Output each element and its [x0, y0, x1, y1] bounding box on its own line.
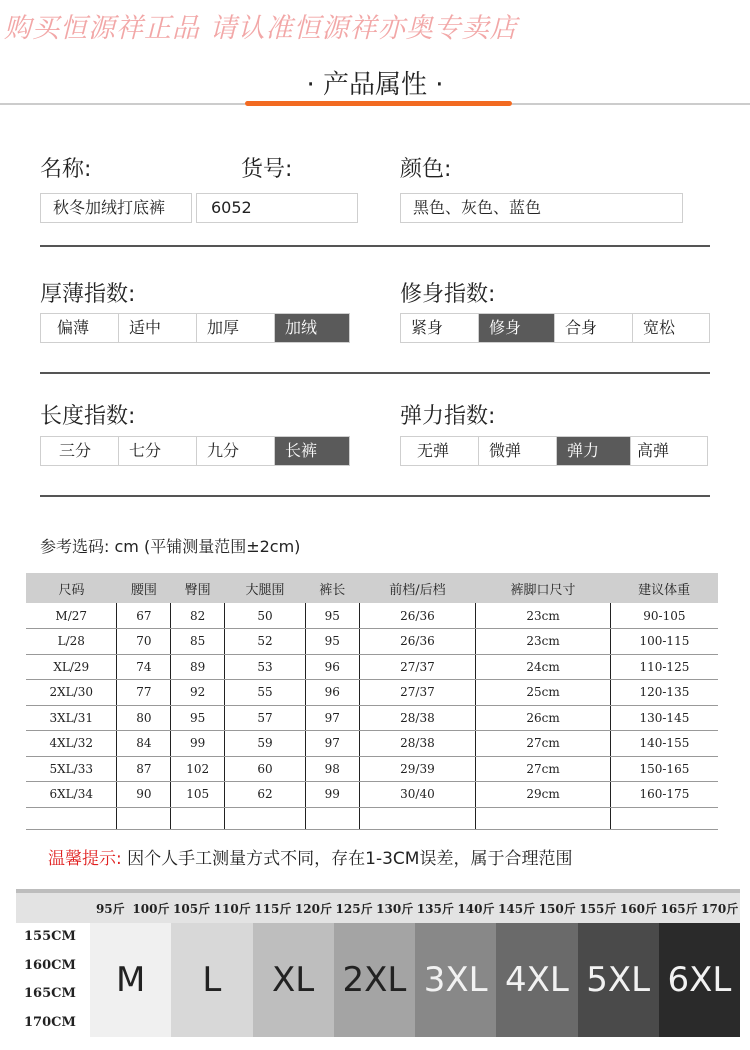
table-cell: 74: [117, 654, 171, 680]
table-cell: 50: [225, 603, 306, 629]
table-cell: 100-115: [610, 629, 718, 655]
table-cell: 140-155: [610, 731, 718, 757]
name-value: 秋冬加绒打底裤: [40, 193, 192, 223]
header-cell: 建议体重: [610, 573, 718, 603]
weight-tick: 170斤: [701, 901, 739, 916]
table-cell: 130-145: [610, 705, 718, 731]
thickness-options: [40, 313, 350, 343]
table-row: [26, 629, 718, 655]
size-band: XL: [253, 923, 334, 1037]
table-cell: 57: [225, 705, 306, 731]
table-cell: 87: [117, 756, 171, 782]
thickness-option: 适中: [118, 313, 196, 343]
table-cell: 27/37: [359, 654, 476, 680]
header-cell: 大腿围: [225, 573, 306, 603]
tip: [48, 844, 572, 869]
table-cell: 27cm: [476, 731, 611, 757]
table-cell: [476, 807, 611, 829]
divider: [40, 372, 710, 374]
section-title: · 产品属性 ·: [306, 70, 444, 100]
title-underline: [245, 101, 512, 106]
table-cell: 98: [305, 756, 359, 782]
table-cell: 120-135: [610, 680, 718, 706]
table-row: [26, 680, 718, 706]
fit-options: [400, 313, 710, 343]
table-cell: 92: [171, 680, 225, 706]
length-option: 九分: [196, 436, 274, 466]
table-cell: 28/38: [359, 731, 476, 757]
length-option: 七分: [118, 436, 196, 466]
table-cell: 27cm: [476, 756, 611, 782]
table-cell: 77: [117, 680, 171, 706]
table-cell: 6XL/34: [26, 782, 117, 808]
thickness-label: 厚薄指数:: [40, 282, 136, 307]
height-tick: 155CM: [24, 929, 76, 944]
table-row: [26, 654, 718, 680]
table-cell: L/28: [26, 629, 117, 655]
table-cell: 110-125: [610, 654, 718, 680]
table-cell: 70: [117, 629, 171, 655]
table-cell: 82: [171, 603, 225, 629]
table-cell: [26, 807, 117, 829]
table-cell: 62: [225, 782, 306, 808]
weight-tick: 150斤: [538, 901, 576, 916]
table-cell: [171, 807, 225, 829]
table-cell: 29/39: [359, 756, 476, 782]
table-cell: [305, 807, 359, 829]
table-cell: 28/38: [359, 705, 476, 731]
table-cell: 99: [305, 782, 359, 808]
table-cell: 97: [305, 705, 359, 731]
tip-text: 因个人手工测量方式不同，存在1-3CM误差，属于合理范围: [127, 849, 573, 869]
weight-tick: 145斤: [498, 901, 536, 916]
table-cell: [225, 807, 306, 829]
table-cell: 3XL/31: [26, 705, 117, 731]
height-axis: [16, 923, 90, 1037]
divider: [40, 245, 710, 247]
header-cell: 尺码: [26, 573, 117, 603]
header-cell: 裤脚口尺寸: [476, 573, 611, 603]
fit-option: 宽松: [632, 313, 710, 343]
elastic-option: 高弹: [630, 436, 708, 466]
weight-tick: 165斤: [660, 901, 698, 916]
table-cell: 96: [305, 680, 359, 706]
height-tick: 170CM: [24, 1014, 76, 1030]
size-band: M: [90, 923, 171, 1037]
table-cell: 30/40: [359, 782, 476, 808]
promo-banner: 购买恒源祥正品 请认准恒源祥亦奥专卖店: [4, 13, 518, 44]
title-divider-left: [0, 103, 245, 105]
header-cell: 裤长: [305, 573, 359, 603]
table-cell: 89: [171, 654, 225, 680]
table-cell: 59: [225, 731, 306, 757]
table-cell: 105: [171, 782, 225, 808]
table-cell: 84: [117, 731, 171, 757]
table-cell: 85: [171, 629, 225, 655]
table-cell: 29cm: [476, 782, 611, 808]
size-band: 5XL: [578, 923, 659, 1037]
table-cell: 23cm: [476, 603, 611, 629]
length-option: 长裤: [274, 436, 350, 466]
weight-tick: 135斤: [416, 901, 454, 916]
size-reference-note: 参考选码: cm (平铺测量范围±2cm): [40, 537, 301, 556]
table-cell: 2XL/30: [26, 680, 117, 706]
weight-tick: 105斤: [173, 901, 211, 916]
table-cell: [359, 807, 476, 829]
elastic-option: 无弹: [400, 436, 478, 466]
weight-tick: 120斤: [294, 901, 332, 916]
weight-axis: [90, 893, 740, 923]
weight-tick: 160斤: [619, 901, 657, 916]
table-cell: 96: [305, 654, 359, 680]
size-table-header: [26, 573, 718, 603]
table-cell: 26/36: [359, 603, 476, 629]
thickness-option: 偏薄: [40, 313, 118, 343]
header-cell: 腰围: [117, 573, 171, 603]
table-cell: XL/29: [26, 654, 117, 680]
size-band: 6XL: [659, 923, 740, 1037]
table-row-empty: [26, 807, 718, 829]
table-cell: 25cm: [476, 680, 611, 706]
thickness-option: 加厚: [196, 313, 274, 343]
table-cell: 53: [225, 654, 306, 680]
table-row: [26, 756, 718, 782]
table-cell: 150-165: [610, 756, 718, 782]
table-cell: 23cm: [476, 629, 611, 655]
table-cell: 95: [305, 629, 359, 655]
elastic-option: 微弹: [478, 436, 556, 466]
length-label: 长度指数:: [40, 404, 136, 429]
table-cell: 27/37: [359, 680, 476, 706]
fit-option: 修身: [478, 313, 554, 343]
size-band: L: [171, 923, 252, 1037]
tip-prefix: 温馨提示:: [48, 849, 122, 869]
weight-tick: 115斤: [254, 901, 292, 916]
weight-tick: 155斤: [579, 901, 617, 916]
table-cell: [117, 807, 171, 829]
weight-tick: 110斤: [213, 901, 251, 916]
code-label: 货号:: [241, 157, 293, 182]
table-cell: 102: [171, 756, 225, 782]
title-divider-right: [512, 103, 750, 105]
table-cell: 55: [225, 680, 306, 706]
color-value: 黑色、灰色、蓝色: [400, 193, 683, 223]
elastic-options: [400, 436, 708, 466]
table-cell: 160-175: [610, 782, 718, 808]
weight-tick: 125斤: [335, 901, 373, 916]
weight-tick: 140斤: [457, 901, 495, 916]
table-cell: 26/36: [359, 629, 476, 655]
table-cell: M/27: [26, 603, 117, 629]
fit-option: 紧身: [400, 313, 478, 343]
table-cell: 4XL/32: [26, 731, 117, 757]
table-cell: 90: [117, 782, 171, 808]
table-cell: 80: [117, 705, 171, 731]
size-table: [26, 573, 718, 830]
color-label: 颜色:: [400, 157, 452, 182]
table-cell: 95: [171, 705, 225, 731]
table-cell: 26cm: [476, 705, 611, 731]
divider: [40, 495, 710, 497]
header-cell: 前档/后档: [359, 573, 476, 603]
chart-corner: [16, 893, 90, 923]
length-option: 三分: [40, 436, 118, 466]
weight-tick: 95斤: [95, 901, 125, 916]
table-cell: 52: [225, 629, 306, 655]
table-cell: 97: [305, 731, 359, 757]
elastic-option: 弹力: [556, 436, 630, 466]
size-band: 3XL: [415, 923, 496, 1037]
table-row: [26, 731, 718, 757]
table-cell: 5XL/33: [26, 756, 117, 782]
table-cell: [610, 807, 718, 829]
header-cell: 臀围: [171, 573, 225, 603]
table-cell: 67: [117, 603, 171, 629]
table-cell: 95: [305, 603, 359, 629]
table-row: [26, 705, 718, 731]
table-cell: 60: [225, 756, 306, 782]
table-cell: 24cm: [476, 654, 611, 680]
name-label: 名称:: [40, 157, 92, 182]
weight-tick: 100斤: [132, 901, 170, 916]
elastic-label: 弹力指数:: [400, 404, 496, 429]
height-tick: 165CM: [24, 986, 76, 1001]
height-tick: 160CM: [24, 957, 76, 973]
size-band: 2XL: [334, 923, 415, 1037]
code-value: 6052: [196, 193, 358, 223]
length-options: [40, 436, 350, 466]
thickness-option: 加绒: [274, 313, 350, 343]
table-row: [26, 782, 718, 808]
fit-option: 合身: [554, 313, 632, 343]
table-cell: 99: [171, 731, 225, 757]
weight-tick: 130斤: [376, 901, 414, 916]
table-row: [26, 603, 718, 629]
table-cell: 90-105: [610, 603, 718, 629]
size-bands: [90, 923, 740, 1037]
fit-label: 修身指数:: [400, 282, 496, 307]
size-band: 4XL: [496, 923, 577, 1037]
